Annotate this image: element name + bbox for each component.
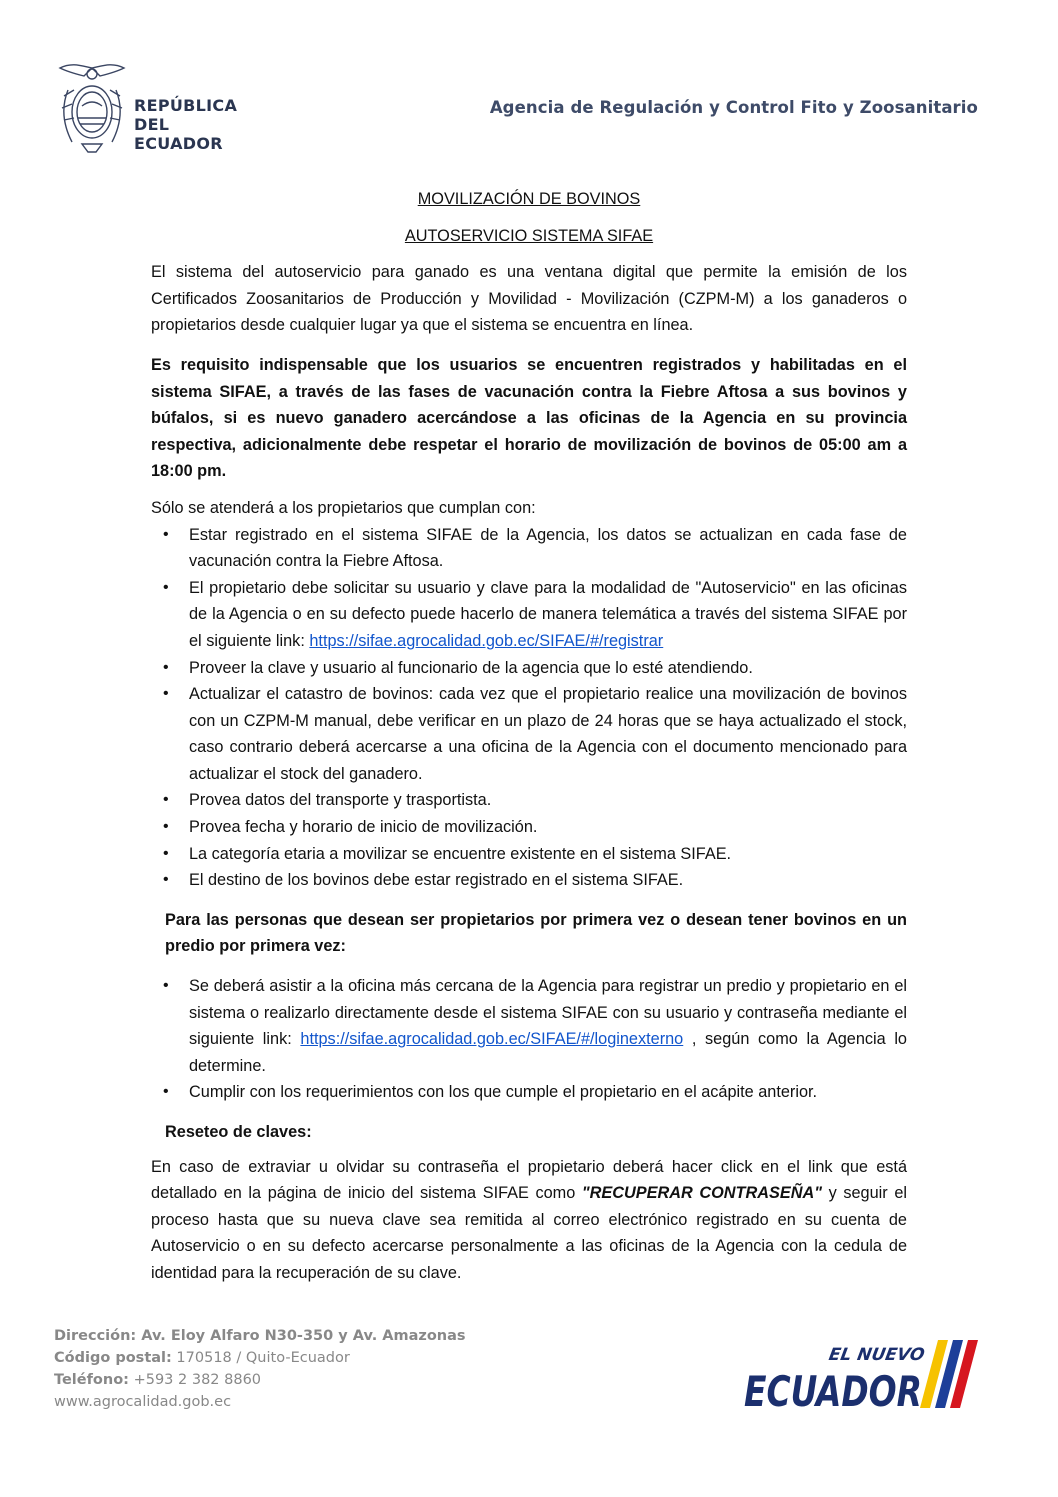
footer-phone (54, 1369, 466, 1391)
list-item (151, 787, 907, 814)
list-item (151, 867, 907, 894)
intro-paragraph: El sistema del autoservicio para ganado es una ventana digital que permite la emisión de los Certificados Zoosanitarios de Producción y Movilidad - Movilización (CZPM-M) a los ganaderos o propietarios desde cualquier lugar ya que el sistema se encuentra en línea. (151, 263, 907, 335)
list-item-text: Cumplir con los requerimientos con los que cumple el propietario en el acápite anterior. (189, 1083, 818, 1102)
bullet-icon: • (163, 871, 169, 889)
phone-label: Teléfono: (54, 1372, 129, 1388)
attend-intro: Sólo se atenderá a los propietarios que cumplan con: (151, 498, 536, 517)
list-item-text: Provea datos del transporte y trasportista. (189, 791, 492, 810)
el-nuevo-ecuador-mark (730, 1338, 990, 1418)
list-item-text: La categoría etaria a movilizar se encuentre existente en el sistema SIFAE. (189, 844, 732, 863)
requirements-list (151, 522, 907, 894)
coat-of-arms-icon (52, 60, 132, 160)
footer-postal (54, 1347, 466, 1369)
list-item-text: El propietario debe solicitar su usuario y clave para la modalidad de "Autoservicio" en las oficinas de la Agencia o en su defecto puede hacerlo de manera telemática a través del sistema SIFAE por el siguiente link: (189, 578, 907, 650)
el-nuevo-ecuador-logo (730, 1338, 990, 1418)
document-subtitle: AUTOSERVICIO SISTEMA SIFAE (404, 226, 654, 245)
republica-logo-text (134, 96, 252, 153)
recover-password-emphasis: "RECUPERAR CONTRASEÑA" (581, 1184, 822, 1203)
document-body (151, 186, 907, 1287)
list-item-text: Provea fecha y horario de inicio de movilización. (189, 818, 538, 837)
requirement-paragraph: Es requisito indispensable que los usuarios se encuentren registrados y habilitadas en el sistema SIFAE, a través de las fases de vacunación contra la Fiebre Aftosa a sus bovinos y búfalos, si es nuevo ganadero acercándose a las oficinas de la Agencia en su provincia respectiva, adicionalmente debe respetar el horario de movilización de bovinos de 05:00 am a 18:00 pm. (151, 355, 907, 481)
agency-name: Agencia de Regulación y Control Fito y Zoosanitario (489, 98, 978, 117)
bullet-icon: • (163, 844, 169, 862)
reset-text: y seguir el proceso hasta que su nueva clave sea remitida al correo electrónico registrado en su cuenta de Autoservicio o en su defecto acercarse personalmente a las oficinas de la Agencia con la cedula de identidad para la recuperación de su clave. (151, 1184, 907, 1282)
list-item-text: El destino de los bovinos debe estar registrado en el sistema SIFAE. (189, 871, 684, 890)
new-owners-heading: Para las personas que desean ser propietarios por primera vez o desean tener bovinos en un predio por primera vez: (165, 910, 907, 956)
address-value: Av. Eloy Alfaro N30-350 y Av. Amazonas (136, 1328, 466, 1344)
reset-paragraph (151, 1154, 907, 1287)
address-label: Dirección: (54, 1328, 137, 1344)
list-item-text: Se deberá asistir a la oficina más cercana de la Agencia para registrar un predio y propietario en el sistema o realizarlo directamente desde el sistema SIFAE con su usuario y contraseña mediante el siguiente link: (189, 977, 907, 1049)
phone-value: +593 2 382 8860 (128, 1372, 262, 1388)
republica-logo (52, 60, 252, 160)
bullet-icon: • (163, 658, 169, 676)
bullet-icon: • (163, 525, 169, 543)
reset-text: En caso de extraviar u olvidar su contraseña el propietario deberá hacer click en el link que está detallado en la página de inicio del sistema SIFAE como (151, 1157, 907, 1203)
list-item (151, 655, 907, 682)
login-external-link[interactable]: https://sifae.agrocalidad.gob.ec/SIFAE/#/loginexterno (300, 1030, 684, 1049)
list-item-text: Estar registrado en el sistema SIFAE de la Agencia, los datos se actualizan en cada fase de vacunación contra la Fiebre Aftosa. (189, 525, 907, 571)
postal-value: 170518 / Quito-Ecuador (171, 1350, 350, 1366)
postal-label: Código postal: (54, 1350, 172, 1366)
list-item (151, 973, 907, 1079)
list-item-text: Actualizar el catastro de bovinos: cada vez que el propietario realice una movilización de bovinos con un CZPM-M manual, debe verificar en un plazo de 24 horas que se haya actualizado el stock, caso contrario deberá acercarse a una oficina de la Agencia con el documento mencionado para actualizar el stock del ganadero. (189, 685, 907, 783)
bullet-icon: • (163, 791, 169, 809)
footer-web: www.agrocalidad.gob.ec (54, 1394, 232, 1410)
list-item (151, 681, 907, 787)
list-item (151, 1079, 907, 1106)
list-item-text: Proveer la clave y usuario al funcionario de la agencia que lo esté atendiendo. (189, 658, 753, 677)
list-item (151, 575, 907, 655)
brand-small-text: EL NUEVO (827, 1345, 927, 1365)
list-item (151, 522, 907, 575)
bullet-icon: • (163, 977, 169, 995)
bullet-icon: • (163, 818, 169, 836)
logo-line-2: DEL ECUADOR (134, 115, 223, 153)
bullet-icon: • (163, 578, 169, 596)
list-item (151, 841, 907, 868)
bullet-icon: • (163, 685, 169, 703)
document-title: MOVILIZACIÓN DE BOVINOS (417, 190, 641, 208)
footer-address (54, 1325, 466, 1347)
reset-heading: Reseteo de claves: (165, 1123, 312, 1141)
new-owners-list (151, 973, 907, 1106)
list-item (151, 814, 907, 841)
logo-line-1: REPÚBLICA (134, 96, 238, 115)
bullet-icon: • (163, 1083, 169, 1101)
brand-big-text: ECUADOR (744, 1367, 922, 1416)
list-item-text: , según como la Agencia lo determine. (189, 1030, 907, 1075)
footer-contact (54, 1325, 466, 1413)
register-link[interactable]: https://sifae.agrocalidad.gob.ec/SIFAE/#/registrar (309, 631, 664, 650)
